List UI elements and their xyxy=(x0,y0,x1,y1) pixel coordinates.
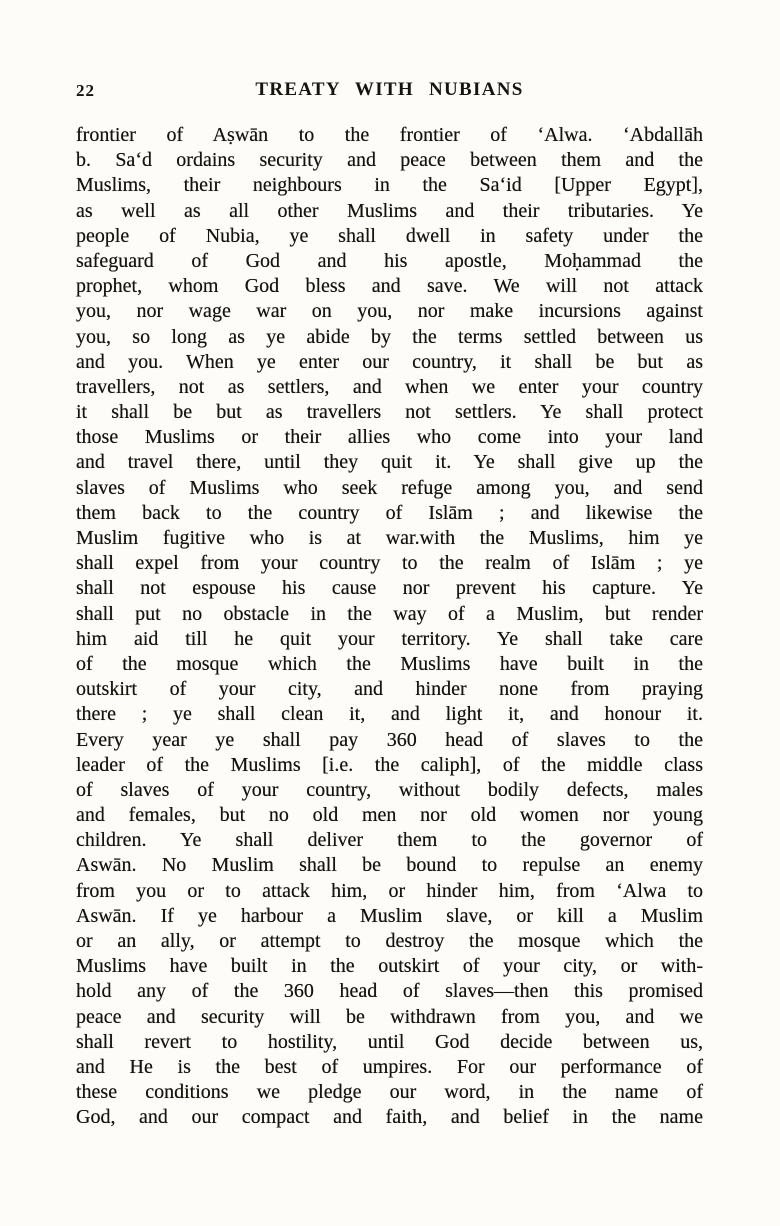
text-line: and travel there, until they quit it. Ye shall give up the xyxy=(76,451,703,474)
text-line: slaves of Muslims who seek refuge among you, and send xyxy=(76,476,703,499)
text-line: Aswān. No Muslim shall be bound to repulse an enemy xyxy=(76,854,703,877)
text-line: you, so long as ye abide by the terms settled between us xyxy=(76,325,703,348)
text-line: outskirt of your city, and hinder none from praying xyxy=(76,678,703,701)
text-line: Muslims have built in the outskirt of your city, or with- xyxy=(76,955,703,978)
text-line: Muslim fugitive who is at war.with the Muslims, him ye xyxy=(76,527,703,549)
text-line: him aid till he quit your territory. Ye shall take care xyxy=(76,627,703,650)
text-line: travellers, not as settlers, and when we enter your country xyxy=(76,375,703,398)
page-number: 22 xyxy=(76,81,95,100)
text-line: these conditions we pledge our word, in the name of xyxy=(76,1081,703,1104)
text-line: as well as all other Muslims and their tributaries. Ye xyxy=(76,199,703,222)
text-line: or an ally, or attempt to destroy the mosque which the xyxy=(76,930,703,952)
text-line: you, nor wage war on you, nor make incursions against xyxy=(76,300,703,323)
text-line: people of Nubia, ye shall dwell in safety under the xyxy=(76,224,703,247)
text-line: there ; ye shall clean it, and light it, and honour it. xyxy=(76,703,703,726)
text-line: and you. When ye enter our country, it shall be but as xyxy=(76,350,703,373)
text-line: Aswān. If ye harbour a Muslim slave, or kill a Muslim xyxy=(76,904,703,927)
text-line: b. Sa‘d ordains security and peace between them and the xyxy=(76,149,703,172)
text-line: shall revert to hostility, until God decide between us, xyxy=(76,1030,703,1053)
text-line: shall put no obstacle in the way of a Muslim, but render xyxy=(76,602,703,625)
text-line: and He is the best of umpires. For our performance of xyxy=(76,1055,703,1078)
text-line: shall expel from your country to the realm of Islām ; ye xyxy=(76,552,703,575)
text-line: God, and our compact and faith, and belief in the name xyxy=(76,1106,703,1129)
text-line: Muslims, their neighbours in the Sa‘id [Upper Egypt], xyxy=(76,174,703,197)
text-line: leader of the Muslims [i.e. the caliph], of the middle class xyxy=(76,753,703,776)
text-line: of slaves of your country, without bodily defects, males xyxy=(76,778,703,801)
text-line: shall not espouse his cause nor prevent his capture. Ye xyxy=(76,577,703,600)
text-line: them back to the country of Islām ; and likewise the xyxy=(76,501,703,524)
text-line: of the mosque which the Muslims have built in the xyxy=(76,652,703,675)
text-line: safeguard of God and his apostle, Moḥammad the xyxy=(76,249,703,272)
running-title: TREATY WITH NUBIANS xyxy=(255,79,524,100)
text-line: frontier of Aṣwān to the frontier of ‘Alwa. ‘Abdallāh xyxy=(76,124,703,146)
body-text xyxy=(76,123,703,1131)
text-line: peace and security will be withdrawn from you, and we xyxy=(76,1005,703,1028)
text-line: it shall be but as travellers not settlers. Ye shall protect xyxy=(76,401,703,424)
text-line: hold any of the 360 head of slaves—then this promised xyxy=(76,980,703,1003)
text-line: prophet, whom God bless and save. We will not attack xyxy=(76,275,703,298)
text-line: Every year ye shall pay 360 head of slaves to the xyxy=(76,728,703,751)
text-line: those Muslims or their allies who come into your land xyxy=(76,426,703,449)
text-line: from you or to attack him, or hinder him, from ‘Alwa to xyxy=(76,879,703,902)
page-header xyxy=(76,79,703,103)
text-line: and females, but no old men nor old women nor young xyxy=(76,804,703,827)
text-line: children. Ye shall deliver them to the governor of xyxy=(76,829,703,852)
